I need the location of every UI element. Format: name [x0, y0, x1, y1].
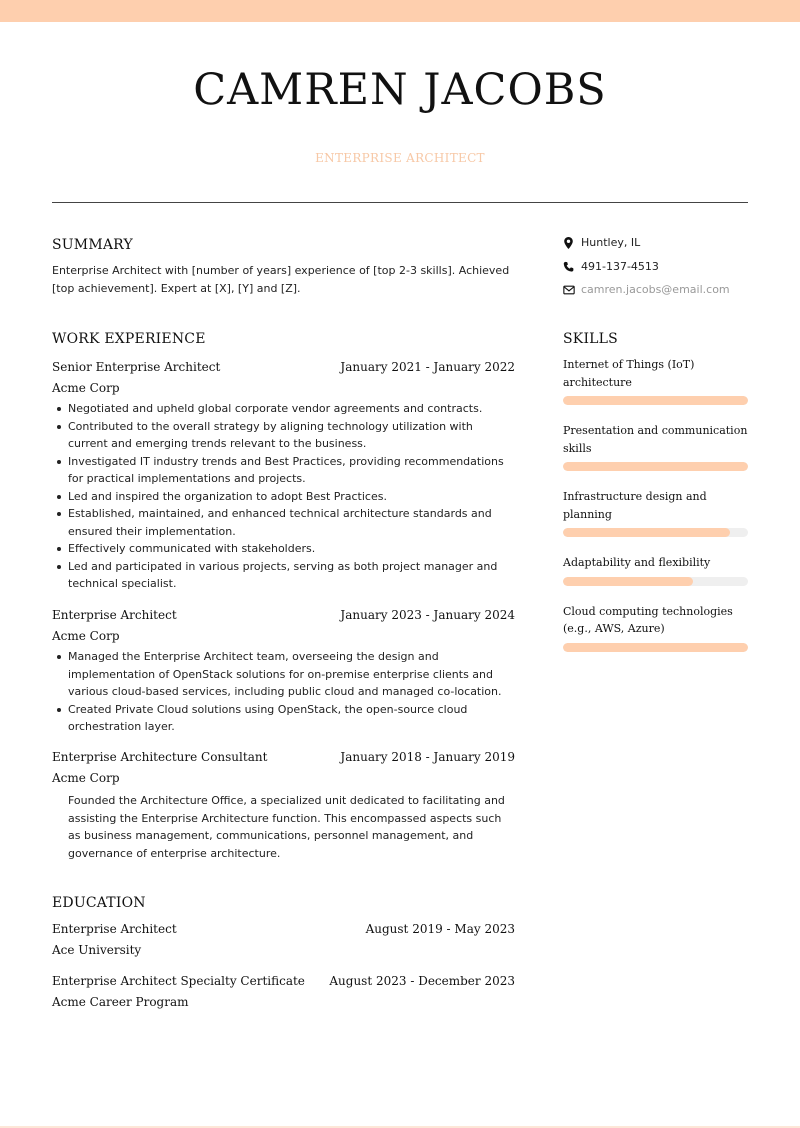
phone-icon	[563, 261, 574, 273]
skill-bar	[563, 462, 748, 471]
school-name: Ace University	[52, 943, 142, 957]
bullet-item: Created Private Cloud solutions using OpenStack, the open-source cloud orchestration layer.	[68, 701, 515, 736]
job-company: Acme Corp	[52, 771, 120, 785]
bullet-item: Led and participated in various projects, serving as both project manager and technical specialist.	[68, 558, 515, 593]
candidate-name: CAMREN JACOBS	[193, 65, 607, 115]
job-description: Founded the Architecture Office, a specialized unit dedicated to facilitating and assisting the Enterprise Architecture function. This encompassed aspects such as business management, communications, personnel management, and governance of enterprise architecture.	[68, 794, 505, 860]
phone-text: 491-137-4513	[581, 259, 659, 273]
job-title-subheading: ENTERPRISE ARCHITECT	[315, 151, 485, 165]
contact-phone	[563, 260, 753, 284]
skill-label: Cloud computing technologies (e.g., AWS, Azure)	[563, 604, 733, 635]
skill-item	[563, 488, 748, 537]
job-bullets	[52, 648, 515, 736]
skill-item	[563, 356, 748, 405]
contact-email[interactable]	[563, 283, 753, 307]
job-bullets	[52, 400, 515, 593]
summary-heading: SUMMARY	[52, 237, 133, 253]
skill-bar-fill	[563, 462, 748, 471]
education-entry	[52, 974, 515, 1013]
school-name: Acme Career Program	[52, 995, 189, 1009]
job-entry	[52, 360, 515, 593]
job-title: Senior Enterprise Architect	[52, 360, 221, 374]
job-title: Enterprise Architect	[52, 608, 177, 622]
work-experience-heading: WORK EXPERIENCE	[52, 331, 206, 347]
location-text: Huntley, IL	[581, 236, 641, 249]
education-dates: August 2023 - December 2023	[329, 974, 515, 988]
skill-label: Infrastructure design and planning	[563, 490, 707, 521]
contact-location	[563, 236, 753, 260]
education-dates: August 2019 - May 2023	[365, 922, 515, 936]
bullet-item: Managed the Enterprise Architect team, overseeing the design and implementation of OpenStack solutions for on-premise enterprise clients and various cloud-based services, including public cloud and managed co-location.	[68, 648, 515, 701]
skill-bar-fill	[563, 643, 748, 652]
skill-item	[563, 554, 748, 586]
bullet-item: Contributed to the overall strategy by aligning technology utilization with current and emerging trends relevant to the business.	[68, 418, 515, 453]
header-divider	[52, 202, 748, 203]
email-icon	[563, 284, 575, 296]
skill-bar	[563, 643, 748, 652]
job-entry	[52, 750, 515, 862]
degree-title: Enterprise Architect Specialty Certificate	[52, 974, 305, 988]
job-entry	[52, 608, 515, 736]
bullet-item: Negotiated and upheld global corporate vendor agreements and contracts.	[68, 400, 515, 418]
bullet-item: Established, maintained, and enhanced technical architecture standards and ensured their implementation.	[68, 505, 515, 540]
skill-bar-fill	[563, 528, 730, 537]
skill-label: Presentation and communication skills	[563, 424, 748, 455]
skill-label: Internet of Things (IoT) architecture	[563, 358, 695, 389]
location-pin-icon	[563, 237, 574, 249]
skill-bar-fill	[563, 396, 748, 405]
top-accent-bar	[0, 0, 800, 22]
skill-item	[563, 422, 748, 471]
email-link[interactable]: camren.jacobs@email.com	[581, 283, 730, 296]
bullet-item: Led and inspired the organization to adopt Best Practices.	[68, 488, 515, 506]
job-dates: January 2021 - January 2022	[340, 360, 515, 374]
job-dates: January 2023 - January 2024	[340, 608, 515, 622]
job-title: Enterprise Architecture Consultant	[52, 750, 268, 764]
education-entry	[52, 922, 515, 961]
contact-info	[563, 236, 753, 307]
education-heading: EDUCATION	[52, 895, 146, 911]
skill-bar	[563, 577, 748, 586]
skill-item	[563, 603, 748, 652]
bullet-item: Investigated IT industry trends and Best Practices, providing recommendations for practical implementations and projects.	[68, 453, 515, 488]
summary-text: Enterprise Architect with [number of years] experience of [top 2-3 skills]. Achieved [top achievement]. Expert at [X], [Y] and [Z].	[52, 264, 510, 295]
skills-heading: SKILLS	[563, 331, 618, 347]
skills-list	[563, 356, 748, 669]
bullet-item: Effectively communicated with stakeholders.	[68, 540, 515, 558]
degree-title: Enterprise Architect	[52, 922, 177, 936]
skill-bar	[563, 396, 748, 405]
skill-label: Adaptability and flexibility	[563, 556, 711, 569]
job-company: Acme Corp	[52, 381, 120, 395]
skill-bar-fill	[563, 577, 693, 586]
job-company: Acme Corp	[52, 629, 120, 643]
job-dates: January 2018 - January 2019	[340, 750, 515, 764]
skill-bar	[563, 528, 748, 537]
